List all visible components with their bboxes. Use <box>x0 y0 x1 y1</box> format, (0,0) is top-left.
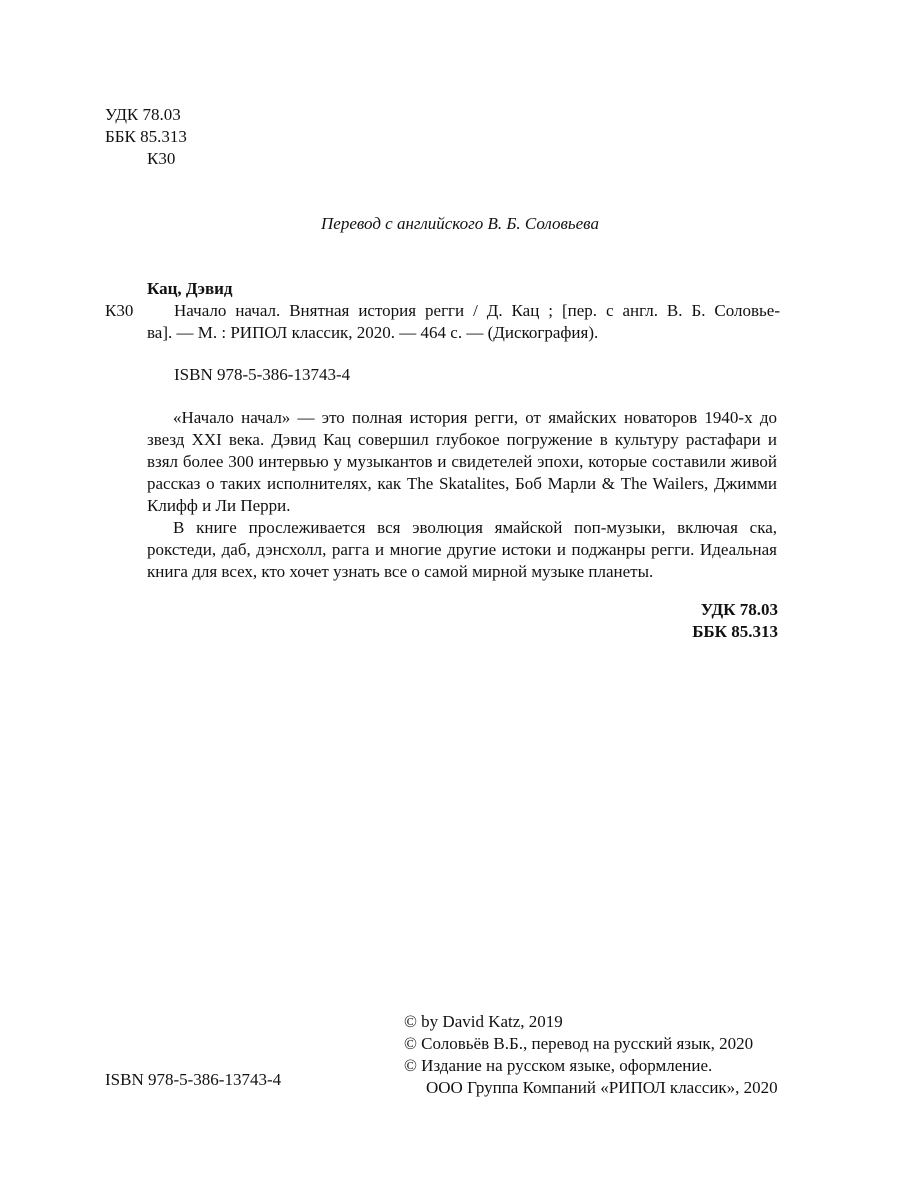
bbk-code: ББК 85.313 <box>105 127 187 146</box>
copyright-line-4: ООО Группа Компаний «РИПОЛ классик», 2020 <box>426 1078 778 1097</box>
copyright-line-1: © by David Katz, 2019 <box>404 1012 563 1031</box>
author-sign-record: К30 <box>105 301 134 320</box>
record-isbn: ISBN 978-5-386-13743-4 <box>174 365 351 384</box>
copyright-line-3: © Издание на русском языке, оформление. <box>404 1056 713 1075</box>
abstract-paragraph-2: В книге прослеживается вся эволюция ямайской поп-музыки, включая ска, рокстеди, даб, дэнсхолл, рагга и многие другие истоки и поджанры регги. Идеальная книга для всех, кто хочет узнать все о самой мирной музыке планеты. <box>147 518 777 581</box>
udk-code: УДК 78.03 <box>105 105 181 124</box>
footer-isbn: ISBN 978-5-386-13743-4 <box>105 1070 282 1089</box>
udk-code-bottom: УДК 78.03 <box>700 600 778 619</box>
bbk-code-bottom: ББК 85.313 <box>692 622 778 641</box>
classification-bottom <box>692 599 778 643</box>
abstract <box>147 407 777 583</box>
translation-note: Перевод с английского В. Б. Соловьева <box>321 214 599 233</box>
record-description-line1: Начало начал. Внятная история регги / Д. Кац ; [пер. с англ. В. Б. Соловье- <box>174 301 780 320</box>
author-sign-top: К30 <box>147 149 176 168</box>
abstract-paragraph-1: «Начало начал» — это полная история регги, от ямайских новаторов 1940-х до звезд XXI века. Дэвид Кац совершил глубокое погружение в культуру растафари и взял более 300 интервью у музыкантов и свидетелей эпохи, которые составили живой рассказ о таких исполнителях, как The Skatalites, Боб Марли & The Wailers, Джимми Клифф и Ли Перри. <box>147 408 777 515</box>
author-name: Кац, Дэвид <box>147 279 233 298</box>
copyright-line-2: © Соловьёв В.Б., перевод на русский язык, 2020 <box>404 1034 754 1053</box>
record-description-line2: ва]. — М. : РИПОЛ классик, 2020. — 464 с. — (Дискография). <box>147 323 599 342</box>
copyright-block <box>404 1011 784 1099</box>
